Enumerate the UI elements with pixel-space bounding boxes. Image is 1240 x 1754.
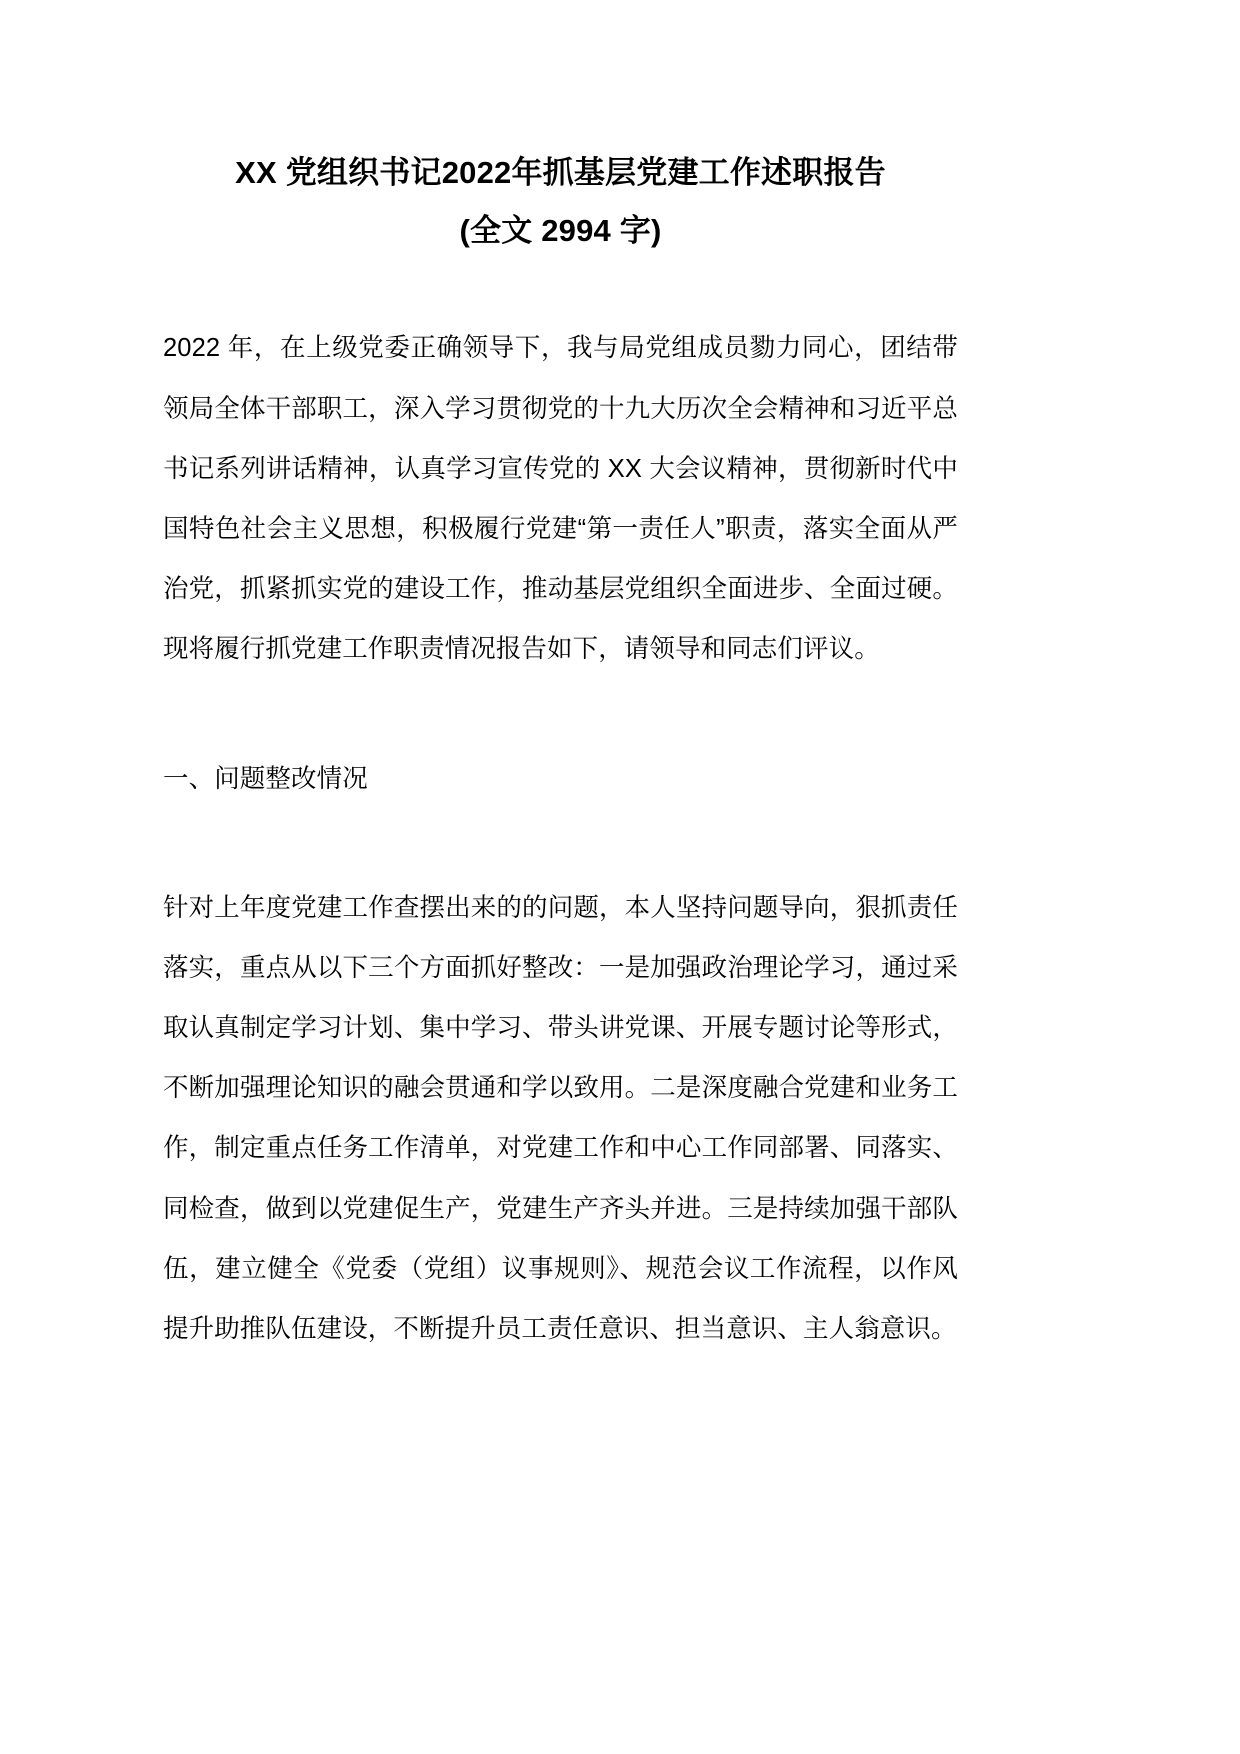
spacer-before-section-one [163, 679, 958, 749]
intro-paragraph: 2022 年，在上级党委正确领导下，我与局党组成员勠力同心，团结带领局全体干部职工，深入学习贯彻党的十九大历次全会精神和习近平总书记系列讲话精神，认真学习宣传党的 XX 大会议精神，贯彻新时代中国特色社会主义思想，积极履行党建“第一责任人”职责，落实全面从严治党，抓紧抓实党的建设工作，推动基层党组织全面进步、全面过硬。现将履行抓党建工作职责情况报告如下，请领导和同志们评议。 [163, 334, 958, 664]
document-content [163, 0, 958, 1359]
section-heading-one: 一、问题整改情况 [163, 765, 368, 794]
spacer-after-section-one [163, 810, 958, 878]
page-title-subtitle-wordcount: (全文 2994 字) [459, 213, 662, 249]
page-title [163, 0, 958, 256]
section-one-body-paragraph: 针对上年度党建工作查摆出来的的问题，本人坚持问题导向，狠抓责任落实，重点从以下三个方面抓好整改：一是加强政治理论学习，通过采取认真制定学习计划、集中学习、带头讲党课、开展专题讨论等形式，不断加强理论知识的融会贯通和学以致用。二是深度融合党建和业务工作，制定重点任务工作清单，对党建工作和中心工作同部署、同落实、同检查，做到以党建促生产，党建生产齐头并进。三是持续加强干部队伍，建立健全《党委（党组）议事规则》、规范会议工作流程，以作风提升助推队伍建设，不断提升员工责任意识、担当意识、主人翁意识。 [163, 893, 958, 1343]
page-title-main: XX 党组织书记2022年抓基层党建工作述职报告 [235, 155, 886, 190]
document-body [163, 318, 958, 1359]
